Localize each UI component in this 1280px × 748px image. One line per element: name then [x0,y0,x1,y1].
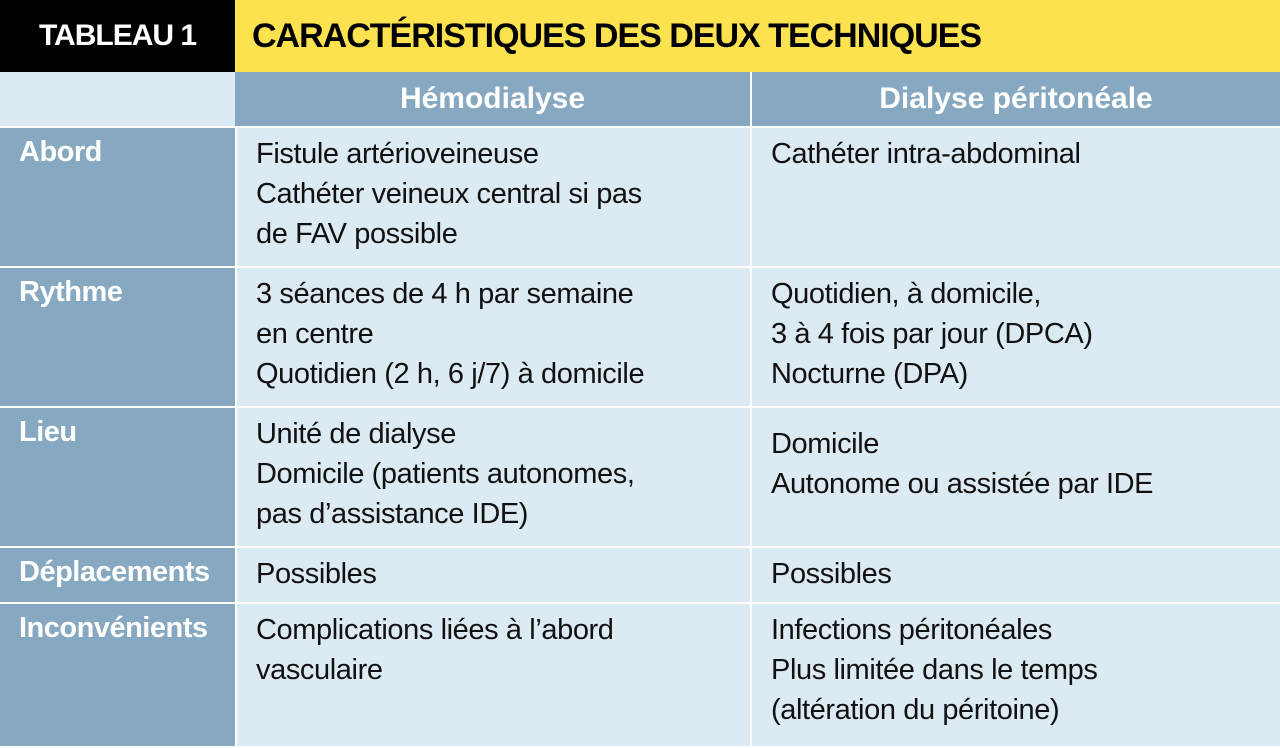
table-label: TABLEAU 1 [0,0,235,72]
text-line: en centre [256,318,374,350]
cell-rythme-dialyse-peritoneale [750,268,1280,408]
text-line: Complications liées à l’abord [256,614,614,646]
text-line: Quotidien (2 h, 6 j/7) à domicile [256,358,645,390]
cell-deplacements-dialyse-peritoneale [750,548,1280,604]
table-title-bar [0,0,1280,72]
text-line: Unité de dialyse [256,418,456,450]
cell-abord-hemodialyse [235,128,750,268]
text-line: Domicile (patients autonomes, [256,458,635,490]
text-line: 3 à 4 fois par jour (DPCA) [771,318,1093,350]
column-header-hemodialyse: Hémodialyse [235,72,750,128]
text-line: pas d’assistance IDE) [256,498,529,530]
text-line: (altération du péritoine) [771,694,1060,726]
text-line: Quotidien, à domicile, [771,278,1042,310]
row-header-inconvenients: Inconvénients [0,604,235,748]
cell-inconvenients-hemodialyse [235,604,750,748]
cell-deplacements-hemodialyse [235,548,750,604]
text-line: Autonome ou assistée par IDE [771,468,1154,500]
text-line: Domicile [771,428,879,460]
cell-abord-dialyse-peritoneale [750,128,1280,268]
text-line: Possibles [256,558,377,590]
cell-inconvenients-dialyse-peritoneale [750,604,1280,748]
row-header-lieu: Lieu [0,408,235,548]
text-line: de FAV possible [256,218,458,250]
cell-rythme-hemodialyse [235,268,750,408]
text-line: Plus limitée dans le temps [771,654,1098,686]
row-header-abord: Abord [0,128,235,268]
text-line: Cathéter veineux central si pas [256,178,642,210]
row-header-rythme: Rythme [0,268,235,408]
table-title: CARACTÉRISTIQUES DES DEUX TECHNIQUES [235,0,1280,72]
text-line: 3 séances de 4 h par semaine [256,278,634,310]
corner-cell [0,72,235,128]
text-line: vasculaire [256,654,383,686]
column-header-dialyse-peritoneale: Dialyse péritonéale [750,72,1280,128]
text-line: Infections péritonéales [771,614,1052,646]
text-line: Possibles [771,558,892,590]
cell-lieu-dialyse-peritoneale [750,408,1280,548]
text-line: Fistule artérioveineuse [256,138,539,170]
text-line: Nocturne (DPA) [771,358,968,390]
table-grid [0,72,1280,748]
row-header-deplacements: Déplacements [0,548,235,604]
cell-lieu-hemodialyse [235,408,750,548]
text-line: Cathéter intra-abdominal [771,138,1081,170]
